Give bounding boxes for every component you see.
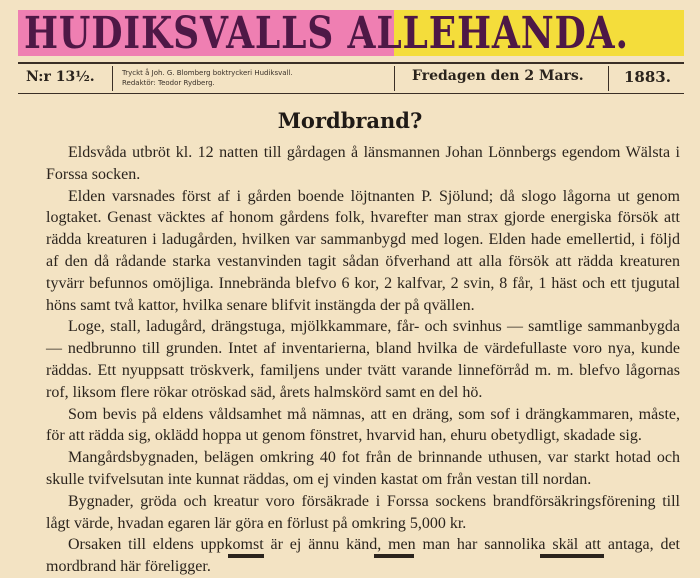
article-paragraph: Eldsvåda utbröt kl. 12 natten till gårdagen å länsmannen Johan Lönnbergs egendom Wälsta i Forssa socken.: [46, 144, 680, 183]
issue-date: Fredagen den 2 Mars.: [412, 68, 584, 84]
editor-line: Redaktör: Teodor Rydberg.: [122, 79, 215, 87]
masthead: [14, 8, 686, 58]
bottom-rule: [228, 554, 264, 558]
issue-year: 1883.: [624, 68, 671, 86]
divider: [394, 66, 395, 91]
article-headline: Mordbrand?: [277, 108, 423, 133]
divider: [608, 66, 609, 91]
bottom-rule: [540, 554, 604, 558]
bottom-rule: [374, 554, 414, 558]
info-bar-rule: [18, 93, 684, 94]
article-paragraph: Elden varsnades först af i gården boende löjtnanten P. Sjölund; då slogo lågorna ut genom logtaket. Genast väcktes af honom gårdens folk, hvarefter man strax gjorde energiska försök att rädda kreaturen i ladugården, hvilken var sammanbygd med logen. Elden hade emellertid, i följd af den då rådande starka vestanvinden tagit sådan öfverhand att alla försök att rädda kreaturen tyvärr befunnos omöjliga. Innebrända blefvo 6 kor, 2 kalfvar, 2 svin, 8 får, 1 häst och ett tjugutal höns samt två kattor, hvilka senare blifvit instängda der på qvällen.: [46, 187, 680, 314]
article-body: [46, 142, 680, 578]
article-paragraph: Orsaken till eldens uppkomst är ej ännu känd, men man har sannolika skäl att antaga, det mordbrand här föreligger.: [46, 536, 680, 576]
article-paragraph: Bygnader, gröda och kreatur voro försäkrade i Forssa sockens brandförsäkringsförening till lågt värde, hvadan egaren lär göra en förlust på omkring 5,000 kr.: [46, 492, 680, 532]
printer-line: Tryckt å Joh. G. Blomberg boktryckeri Hudiksvall.: [122, 69, 293, 77]
issue-number: N:r 13½.: [26, 69, 95, 85]
newspaper-title: HUDIKSVALLS ALLEHANDA.: [24, 8, 629, 59]
info-bar: [18, 64, 684, 93]
article-paragraph: Mangårdsbygnaden, belägen omkring 40 fot från de brinnande uthusen, var starkt hotad och skulle tvifvelsutan inte kunnat räddas, om ej vinden kastat om från vestan till nordan.: [46, 449, 680, 488]
printer-credit: [122, 68, 362, 88]
article-paragraph: Loge, stall, ladugård, drängstuga, mjölkkammare, får- och svinhus — samtlige sammanbygda — nedbrunno till grunden. Intet af inventarierna, bland hvilka de värdefullaste voro nya, kunde räddas. Ett nyuppsatt tröskverk, familjens under tvätt varande linneförråd m. m. blefvo lågornas rof, liksom flere rökar otröskad säd, årets halmskörd samt en del hö.: [46, 318, 680, 401]
divider: [112, 66, 113, 91]
article-paragraph: Som bevis på eldens våldsamhet må nämnas, att en dräng, som sof i drängkammaren, måste, för att rädda sig, oklädd hoppa ut genom fönstret, hvarvid han, ehuru obetydligt, skadade sig.: [46, 405, 680, 445]
